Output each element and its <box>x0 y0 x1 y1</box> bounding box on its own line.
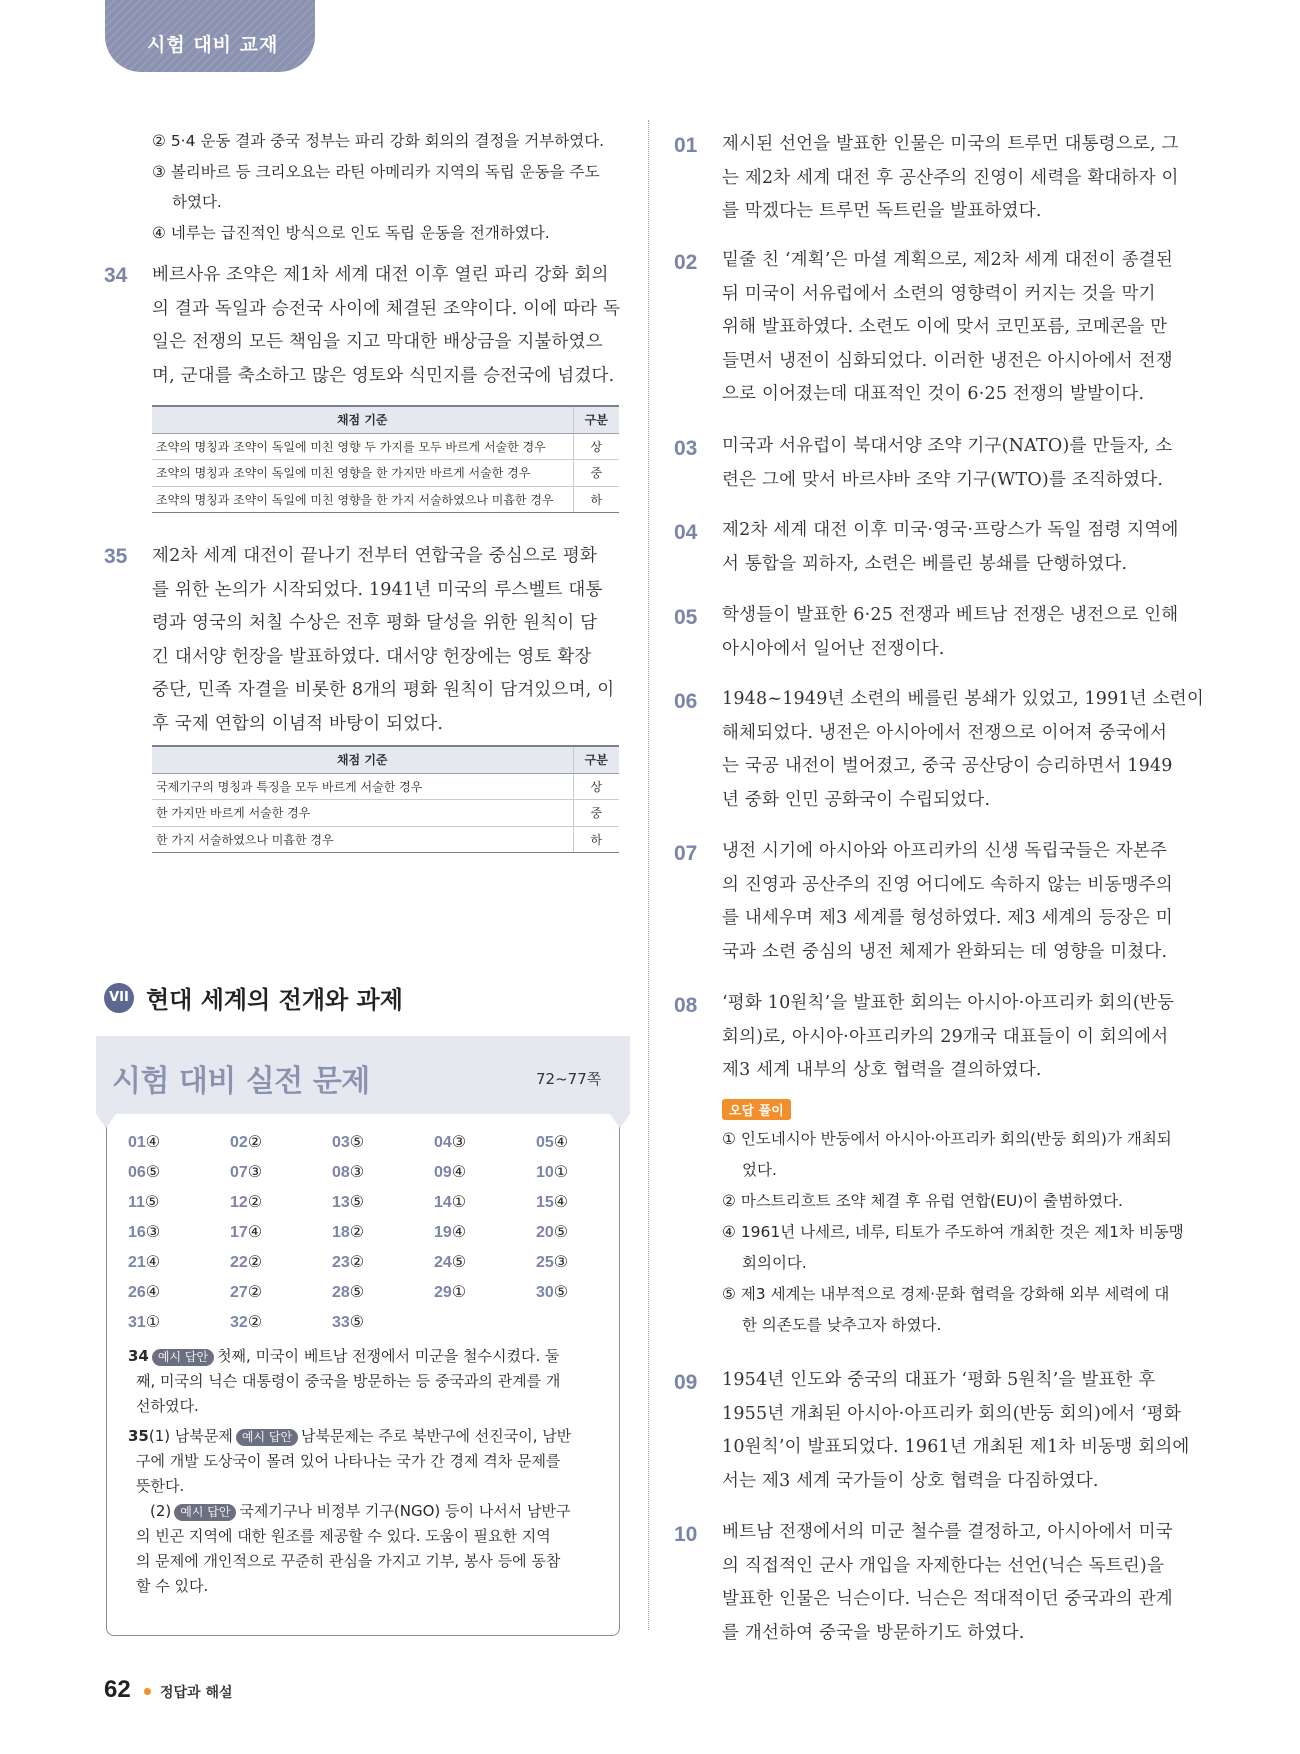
answer-item <box>536 1128 638 1158</box>
answer-item <box>230 1188 332 1218</box>
text-line: 해체되었다. 냉전은 아시아에서 전쟁으로 이어져 중국에서 <box>722 722 1168 743</box>
answer-choice: ① <box>451 1284 467 1301</box>
text-line: 의 진영과 공산주의 진영 어디에도 속하지 않는 비동맹주의 <box>722 874 1173 895</box>
text-line: 련은 그에 맞서 바르샤바 조약 기구(WTO)를 조직하였다. <box>722 469 1164 490</box>
text-line: 할 수 있다. <box>136 1577 209 1595</box>
answer-number: 06 <box>128 1164 146 1181</box>
table-header: 채점 기준 <box>152 746 573 773</box>
scoring-table-34 <box>152 405 619 513</box>
answer-item <box>536 1278 638 1308</box>
option-line: 하였다. <box>172 193 222 211</box>
answer-item <box>434 1278 536 1308</box>
table-header: 구분 <box>573 746 619 773</box>
question-number: 34 <box>104 264 128 287</box>
text-line: 의 빈곤 지역에 대한 원조를 제공할 수 있다. 도움이 필요한 지역 <box>136 1527 551 1545</box>
answer-number: 21 <box>128 1254 146 1271</box>
text-line: 는 국공 내전이 벌어졌고, 중국 공산당이 승리하면서 1949 <box>722 756 1173 776</box>
practice-title: 시험 대비 실전 문제 <box>112 1064 370 1099</box>
text-line: 들면서 냉전이 심화되었다. 이러한 냉전은 아시아에서 전쟁 <box>722 350 1173 371</box>
answer-number: 23 <box>332 1254 350 1271</box>
answer-item <box>332 1158 434 1188</box>
text-line: 중단, 민족 자결을 비롯한 8개의 평화 원칙이 담겨있으며, 이 <box>152 680 615 700</box>
text-line: 서 통합을 꾀하자, 소련은 베를린 봉쇄를 단행하였다. <box>722 553 1128 574</box>
table-row <box>152 800 619 827</box>
example-answer-tag: 예시 답안 <box>174 1504 236 1521</box>
table-cell: 조약의 명칭과 조약이 독일에 미친 영향을 한 가지 서술하였으나 미흡한 경우 <box>152 486 573 513</box>
part-label: (1) 남북문제 <box>148 1427 233 1445</box>
answer-item <box>536 1158 638 1188</box>
text-line: 째, 미국의 닉슨 대통령이 중국을 방문하는 등 중국과의 관계를 개 <box>136 1372 561 1390</box>
text-line: 의 결과 독일과 승전국 사이에 체결된 조약이다. 이에 따라 독 <box>152 298 621 319</box>
table-cell: 중 <box>573 800 619 827</box>
answer-item <box>434 1248 536 1278</box>
answer-choice: ⑤ <box>553 1224 569 1241</box>
answer-number: 26 <box>128 1284 146 1301</box>
table-row <box>152 433 619 460</box>
text-line: 국과 소련 중심의 냉전 체제가 완화되는 데 영향을 미쳤다. <box>722 941 1168 962</box>
answer-choice: ① <box>145 1314 161 1331</box>
answer-number: 05 <box>536 1134 554 1151</box>
answer-choice: ④ <box>145 1254 161 1271</box>
text-line: 미국과 서유럽이 북대서양 조약 기구(NATO)를 만들자, 소 <box>722 436 1173 456</box>
answer-number: 09 <box>434 1164 452 1181</box>
text-line: 첫째, 미국이 베트남 전쟁에서 미군을 철수시켰다. 둘 <box>217 1347 560 1365</box>
answer-number: 02 <box>230 1134 248 1151</box>
answer-number: 32 <box>230 1314 248 1331</box>
question-number: 03 <box>674 437 698 460</box>
text-line: 위해 발표하였다. 소련도 이에 맞서 코민포름, 코메콘을 만 <box>722 317 1168 337</box>
answer-item <box>434 1188 536 1218</box>
text-line: 령과 영국의 처칠 수상은 전후 평화 달성을 위한 원칙이 담 <box>152 613 598 633</box>
answer-choice: ② <box>247 1134 263 1151</box>
question-number: 35 <box>104 545 128 568</box>
odap-line: ④ 1961년 나세르, 네루, 티토가 주도하여 개최한 것은 제1차 비동맹 <box>722 1223 1184 1241</box>
answer-item <box>128 1188 230 1218</box>
answer-item <box>434 1128 536 1158</box>
answer-number: 14 <box>434 1194 452 1211</box>
table-row <box>152 826 619 853</box>
question-number: 08 <box>674 994 698 1017</box>
answer-item <box>230 1158 332 1188</box>
answer-choice: ① <box>451 1194 467 1211</box>
answer-item <box>128 1128 230 1158</box>
answer-choice: ③ <box>349 1164 365 1181</box>
bullet-dot-icon <box>144 1688 151 1695</box>
answer-item <box>434 1218 536 1248</box>
example-answer-tag: 예시 답안 <box>236 1429 298 1446</box>
answer-number: 33 <box>332 1314 350 1331</box>
answer-10-body <box>722 1516 1173 1650</box>
question-number: 10 <box>674 1523 698 1546</box>
footer-label: 정답과 해설 <box>160 1685 233 1701</box>
answer-item <box>332 1278 434 1308</box>
text-line: 1954년 인도와 중국의 대표가 ‘평화 5원칙’을 발표한 후 <box>722 1370 1156 1390</box>
practice-pages: 72~77쪽 <box>536 1070 602 1088</box>
odap-line: ② 마스트리흐트 조약 체결 후 유럽 연합(EU)이 출범하였다. <box>722 1192 1123 1210</box>
answer-choice: ⑤ <box>553 1284 569 1301</box>
text-line: 베르사유 조약은 제1차 세계 대전 이후 열린 파리 강화 회의 <box>152 265 609 285</box>
answer-item <box>230 1128 332 1158</box>
odap-line: 한 의존도를 낮추고자 하였다. <box>742 1316 942 1334</box>
answer-choice: ⑤ <box>349 1284 365 1301</box>
text-line: 를 개선하여 중국을 방문하기도 하였다. <box>722 1622 1025 1643</box>
answer-item <box>128 1248 230 1278</box>
answer-03-body <box>722 430 1172 497</box>
answer-choice: ④ <box>451 1164 467 1181</box>
header-tab <box>105 0 315 72</box>
text-line: 일은 전쟁의 모든 책임을 지고 막대한 배상금을 지불하였으 <box>152 332 603 352</box>
text-line: 10원칙’이 발표되었다. 1961년 개최된 제1차 비동맹 회의에 <box>722 1437 1190 1457</box>
text-line: 년 중화 인민 공화국이 수립되었다. <box>722 789 991 810</box>
answer-choice: ⑤ <box>145 1164 161 1181</box>
answer-choice: ④ <box>553 1194 569 1211</box>
answer-04-body <box>722 514 1179 581</box>
answer-number: 28 <box>332 1284 350 1301</box>
answer-number: 31 <box>128 1314 146 1331</box>
answer-item <box>536 1188 638 1218</box>
table-cell: 조약의 명칭과 조약이 독일에 미친 영향을 한 가지만 바르게 서술한 경우 <box>152 460 573 487</box>
answer-choice: ② <box>247 1194 263 1211</box>
text-line: 뒤 미국이 서유럽에서 소련의 영향력이 커지는 것을 막기 <box>722 283 1156 304</box>
text-line: 회의)로, 아시아·아프리카의 29개국 대표들이 이 회의에서 <box>722 1026 1169 1047</box>
answer-number: 29 <box>434 1284 452 1301</box>
answer-choice: ② <box>349 1254 365 1271</box>
text-line: ‘평화 10원칙’을 발표한 회의는 아시아·아프리카 회의(반둥 <box>722 993 1175 1013</box>
option-line: ③ 볼리바르 등 크리오요는 라틴 아메리카 지역의 독립 운동을 주도 <box>152 163 600 181</box>
answer-item <box>536 1218 638 1248</box>
answer-item <box>332 1308 434 1338</box>
answer-choice: ④ <box>145 1284 161 1301</box>
answer-number: 19 <box>434 1224 452 1241</box>
answer-number: 27 <box>230 1284 248 1301</box>
text-line: 의 직접적인 군사 개입을 자제한다는 선언(닉슨 독트린)을 <box>722 1555 1165 1576</box>
answer-item <box>230 1248 332 1278</box>
answer-choice: ⑤ <box>349 1134 365 1151</box>
answer-choice: ④ <box>145 1134 161 1151</box>
table-cell: 국제기구의 명칭과 특징을 모두 바르게 서술한 경우 <box>152 773 573 800</box>
answer-number: 16 <box>128 1224 146 1241</box>
text-line: 를 위한 논의가 시작되었다. 1941년 미국의 루스벨트 대통 <box>152 579 603 600</box>
answer-choice: ④ <box>553 1134 569 1151</box>
explanation-number: 35 <box>128 1427 149 1445</box>
answer-number: 22 <box>230 1254 248 1271</box>
answer-08-body <box>722 987 1174 1088</box>
question-number: 06 <box>674 690 698 713</box>
header-tab-label: 시험 대비 교재 <box>147 34 279 56</box>
answer-choice: ① <box>553 1164 569 1181</box>
text-line: 남북문제는 주로 북반구에 선진국이, 남반 <box>301 1427 572 1445</box>
answer-number: 01 <box>128 1134 146 1151</box>
table-cell: 상 <box>573 433 619 460</box>
text-line: 제3 세계 내부의 상호 협력을 결의하였다. <box>722 1060 1042 1080</box>
wrong-answer-badge: 오답 풀이 <box>722 1099 791 1120</box>
section-heading <box>104 980 403 1015</box>
answer-01-body <box>722 128 1179 229</box>
text-line: 1955년 개최된 아시아·아프리카 회의(반둥 회의)에서 ‘평화 <box>722 1403 1181 1424</box>
answer-number: 20 <box>536 1224 554 1241</box>
odap-line: 회의이다. <box>742 1254 807 1272</box>
answer-number: 07 <box>230 1164 248 1181</box>
answer-item <box>128 1158 230 1188</box>
section-title: 현대 세계의 전개와 과제 <box>146 986 403 1014</box>
odap-line: ① 인도네시아 반둥에서 아시아·아프리카 회의(반둥 회의)가 개최되 <box>722 1130 1172 1148</box>
text-line: 뜻한다. <box>136 1477 185 1495</box>
text-line: 후 국제 연합의 이념적 바탕이 되었다. <box>152 713 444 734</box>
answer-item <box>434 1158 536 1188</box>
answer-choice: ⑤ <box>349 1314 365 1331</box>
answer-item <box>332 1218 434 1248</box>
answer-number: 11 <box>128 1194 145 1211</box>
answer-choice: ② <box>247 1314 263 1331</box>
question-number: 02 <box>674 251 698 274</box>
answer-item <box>332 1128 434 1158</box>
box-notch <box>610 1114 630 1128</box>
answer-02-body <box>722 244 1173 412</box>
answer-number: 13 <box>332 1194 350 1211</box>
table-cell: 조약의 명칭과 조약이 독일에 미친 영향 두 가지를 모두 바르게 서술한 경우 <box>152 433 573 460</box>
table-row <box>152 773 619 800</box>
explanation-number: 34 <box>128 1347 149 1365</box>
text-line: 구에 개발 도상국이 몰려 있어 나타나는 국가 간 경제 격차 문제를 <box>136 1452 561 1470</box>
text-line: 제2차 세계 대전이 끝나기 전부터 연합국을 중심으로 평화 <box>152 546 598 566</box>
answer-grid <box>128 1128 638 1338</box>
answer-item <box>128 1278 230 1308</box>
answer-number: 08 <box>332 1164 350 1181</box>
question-35-body <box>152 540 614 741</box>
answer-number: 03 <box>332 1134 350 1151</box>
answer-item <box>332 1188 434 1218</box>
answer-choice: ② <box>247 1254 263 1271</box>
answer-choice: ② <box>247 1284 263 1301</box>
text-line: 며, 군대를 축소하고 많은 영토와 식민지를 승전국에 넘겼다. <box>152 365 615 386</box>
answer-choice: ⑤ <box>144 1194 160 1211</box>
answer-number: 10 <box>536 1164 554 1181</box>
page-number: 62 <box>104 1676 131 1703</box>
answer-number: 12 <box>230 1194 248 1211</box>
question-number: 09 <box>674 1371 698 1394</box>
answer-choice: ④ <box>247 1224 263 1241</box>
question-number: 07 <box>674 842 698 865</box>
odap-line: ⑤ 제3 세계는 내부적으로 경제·문화 협력을 강화해 외부 세력에 대 <box>722 1285 1170 1303</box>
text-line: 으로 이어졌는데 대표적인 것이 6·25 전쟁의 발발이다. <box>722 384 1145 404</box>
answer-choice: ④ <box>451 1224 467 1241</box>
answer-number: 24 <box>434 1254 452 1271</box>
option-line: ② 5·4 운동 결과 중국 정부는 파리 강화 회의의 결정을 거부하였다. <box>152 132 605 150</box>
answer-number: 30 <box>536 1284 554 1301</box>
text-line: 발표한 인물은 닉슨이다. 닉슨은 적대적이던 중국과의 관계 <box>722 1589 1173 1609</box>
answer-item <box>128 1308 230 1338</box>
question-number: 04 <box>674 521 698 544</box>
text-line: 는 제2차 세계 대전 후 공산주의 진영이 세력을 확대하자 이 <box>722 167 1179 188</box>
option-line: ④ 네루는 급진적인 방식으로 인도 독립 운동을 전개하였다. <box>152 224 550 242</box>
table-cell: 한 가지만 바르게 서술한 경우 <box>152 800 573 827</box>
answer-item <box>332 1248 434 1278</box>
text-line: 제시된 선언을 발표한 인물은 미국의 트루먼 대통령으로, 그 <box>722 134 1179 154</box>
answer-number: 25 <box>536 1254 554 1271</box>
text-line: 제2차 세계 대전 이후 미국·영국·프랑스가 독일 점령 지역에 <box>722 520 1179 540</box>
part-label: (2) <box>150 1502 172 1520</box>
answer-choice: ③ <box>247 1164 263 1181</box>
text-line: 밑줄 친 ‘계획’은 마셜 계획으로, 제2차 세계 대전이 종결된 <box>722 250 1174 270</box>
text-line: 서는 제3 세계 국가들이 상호 협력을 다짐하였다. <box>722 1470 1099 1491</box>
text-line: 국제기구나 비정부 기구(NGO) 등이 나서서 남반구 <box>239 1502 571 1520</box>
answer-item <box>230 1218 332 1248</box>
answer-item <box>230 1278 332 1308</box>
answer-number: 17 <box>230 1224 248 1241</box>
answer-07-body <box>722 835 1173 969</box>
text-line: 의 문제에 개인적으로 꾸준히 관심을 가지고 기부, 봉사 등에 동참 <box>136 1552 561 1570</box>
question-34-body <box>152 259 620 393</box>
answer-item <box>536 1248 638 1278</box>
explanation-35 <box>128 1424 602 1599</box>
table-cell: 한 가지 서술하였으나 미흡한 경우 <box>152 826 573 853</box>
example-answer-tag: 예시 답안 <box>152 1349 214 1366</box>
column-divider <box>648 120 649 1630</box>
answer-choice: ② <box>349 1224 365 1241</box>
table-cell: 상 <box>573 773 619 800</box>
text-line: 1948~1949년 소련의 베를린 봉쇄가 있었고, 1991년 소련이 <box>722 689 1204 709</box>
answer-number: 04 <box>434 1134 452 1151</box>
odap-line: 었다. <box>742 1161 777 1179</box>
question-number: 05 <box>674 606 698 629</box>
scoring-table-35 <box>152 745 619 853</box>
text-line: 를 막겠다는 트루먼 독트린을 발표하였다. <box>722 201 1042 221</box>
table-cell: 하 <box>573 486 619 513</box>
text-line: 베트남 전쟁에서의 미군 철수를 결정하고, 아시아에서 미국 <box>722 1522 1173 1542</box>
answer-item <box>128 1218 230 1248</box>
section-badge: VII <box>104 983 134 1013</box>
answer-choice: ③ <box>451 1134 467 1151</box>
answer-06-body <box>722 683 1204 817</box>
answer-number: 15 <box>536 1194 554 1211</box>
table-header: 구분 <box>573 406 619 433</box>
table-cell: 중 <box>573 460 619 487</box>
answer-choice: ⑤ <box>451 1254 467 1271</box>
answer-05-body <box>722 599 1178 666</box>
table-cell: 하 <box>573 826 619 853</box>
answer-choice: ③ <box>145 1224 161 1241</box>
table-header: 채점 기준 <box>152 406 573 433</box>
answer-choice: ⑤ <box>349 1194 365 1211</box>
explanation-34 <box>128 1344 602 1419</box>
table-row <box>152 460 619 487</box>
text-line: 를 내세우며 제3 세계를 형성하였다. 제3 세계의 등장은 미 <box>722 908 1173 928</box>
text-line: 선하였다. <box>136 1397 199 1415</box>
text-line: 아시아에서 일어난 전쟁이다. <box>722 638 945 659</box>
answer-number: 18 <box>332 1224 350 1241</box>
question-number: 01 <box>674 134 698 157</box>
table-row <box>152 486 619 513</box>
answer-choice: ③ <box>553 1254 569 1271</box>
answer-09-body <box>722 1364 1190 1498</box>
answer-item <box>230 1308 332 1338</box>
box-notch <box>96 1114 116 1128</box>
text-line: 학생들이 발표한 6·25 전쟁과 베트남 전쟁은 냉전으로 인해 <box>722 605 1179 625</box>
text-line: 긴 대서양 헌장을 발표하였다. 대서양 헌장에는 영토 확장 <box>152 646 592 667</box>
text-line: 냉전 시기에 아시아와 아프리카의 신생 독립국들은 자본주 <box>722 841 1168 861</box>
